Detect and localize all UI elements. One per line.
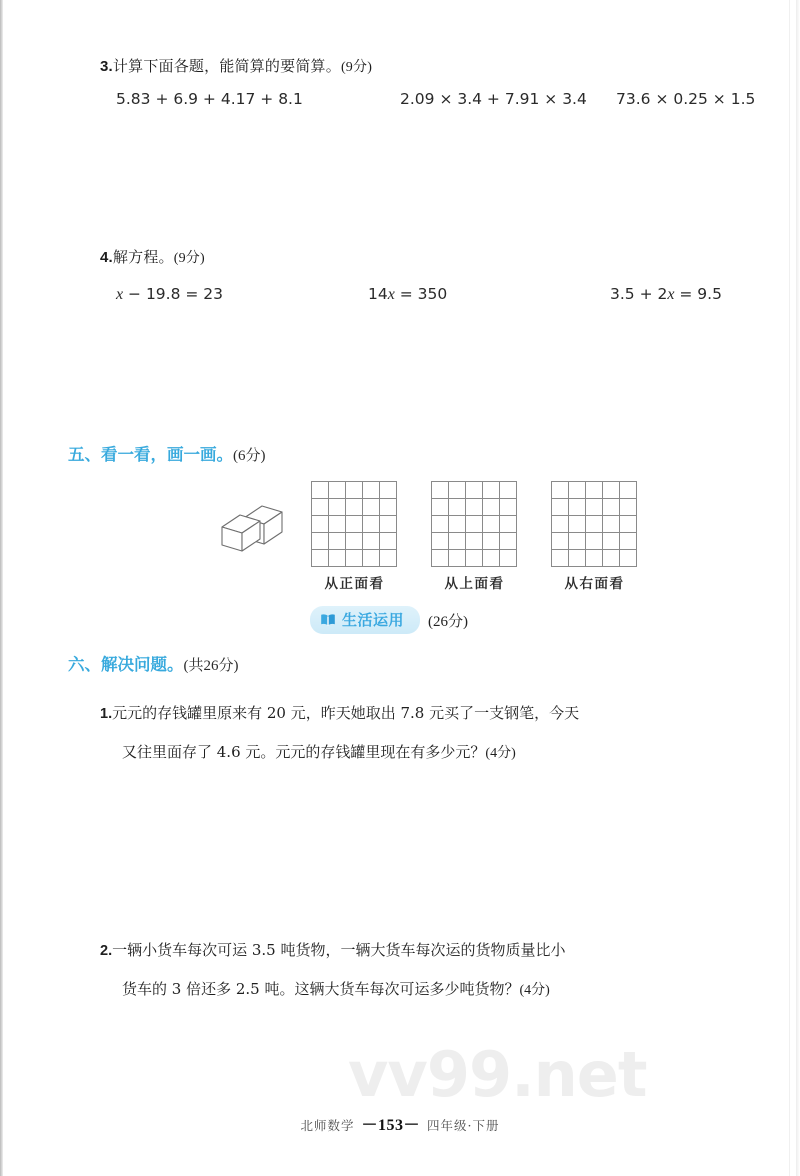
expression-3-1: 5.83 + 6.9 + 4.17 + 8.1: [116, 90, 303, 108]
word-problem-1: [100, 694, 760, 773]
equation-4-1: x − 19.8 = 23: [116, 285, 224, 303]
page-footer: [0, 1112, 800, 1135]
question-3-number: 3.: [100, 58, 113, 75]
word-problem-2-number: 2.: [100, 943, 113, 959]
watermark: vv99.net: [348, 1038, 647, 1111]
word-problem-2-score: (4分): [519, 983, 550, 998]
word-problem-2-line-2: 货车的 3 倍还多 2.5 吨。这辆大货车每次可运多少吨货物？(4分): [122, 980, 550, 998]
word-problem-1-line-1: 1.元元的存钱罐里原来有 20 元，昨天她取出 7.8 元买了一支钢笔，今天: [100, 704, 580, 722]
equation-4-2: 14x = 350: [368, 285, 448, 303]
word-problem-2-line-1: 2.一辆小货车每次可运 3.5 吨货物，一辆大货车每次运的货物质量比小: [100, 941, 566, 959]
page-edge-left: [0, 0, 3, 1176]
life-application-badge: [310, 606, 420, 634]
question-4-equations: [0, 285, 800, 309]
grid-front-view-cells[interactable]: [311, 481, 397, 567]
footer-grade: 四年级·下册: [427, 1118, 500, 1133]
equation-4-3: 3.5 + 2x = 9.5: [610, 285, 722, 303]
word-problem-1-score: (4分): [485, 746, 516, 761]
two-cubes-isometric-icon: [216, 496, 288, 561]
grid-top-view-cells[interactable]: [431, 481, 517, 567]
life-application-badge-score: (26分): [428, 613, 469, 630]
grid-right-view-label: 从右面看: [564, 576, 625, 592]
question-3-prompt: 计算下面各题，能简算的要简算。: [112, 57, 341, 75]
word-problem-1-number: 1.: [100, 706, 113, 722]
question-3-heading: [100, 55, 372, 76]
section-five-heading: [68, 441, 266, 465]
word-problem-1-line-2: 又往里面存了 4.6 元。元元的存钱罐里现在有多少元？(4分): [122, 743, 516, 761]
question-4-score: (9分): [173, 251, 205, 266]
page-edge-right: [796, 0, 800, 1176]
word-problem-2: [100, 931, 760, 1010]
question-4-prompt: 解方程。: [112, 248, 174, 266]
life-application-badge-label: 生活运用: [342, 611, 405, 629]
page-edge-right-inner: [789, 0, 790, 1176]
section-five-score: (6分): [233, 448, 266, 464]
grid-top-view-label: 从上面看: [444, 576, 505, 592]
question-4-number: 4.: [100, 249, 113, 266]
open-book-icon: [320, 613, 336, 627]
life-application-badge-wrap: [310, 606, 468, 634]
footer-source: 北师数学: [300, 1118, 355, 1133]
section-six-title: 六、解决问题。: [68, 655, 184, 674]
section-six-heading: [68, 651, 239, 675]
footer-page-number: －153－: [361, 1117, 421, 1134]
grid-front-view[interactable]: [311, 481, 398, 592]
question-4-heading: [100, 246, 205, 267]
question-3-expressions: [0, 90, 800, 114]
section-five-title: 五、看一看，画一画。: [68, 445, 233, 464]
expression-3-2: 2.09 × 3.4 + 7.91 × 3.4: [400, 90, 587, 108]
grid-top-view[interactable]: [431, 481, 518, 592]
question-3-score: (9分): [340, 60, 373, 75]
grid-right-view[interactable]: [551, 481, 638, 592]
expression-3-3: 73.6 × 0.25 × 1.5: [616, 90, 756, 108]
grid-front-view-label: 从正面看: [324, 576, 385, 592]
section-six-score: (共26分): [183, 658, 239, 674]
grid-right-view-cells[interactable]: [551, 481, 637, 567]
